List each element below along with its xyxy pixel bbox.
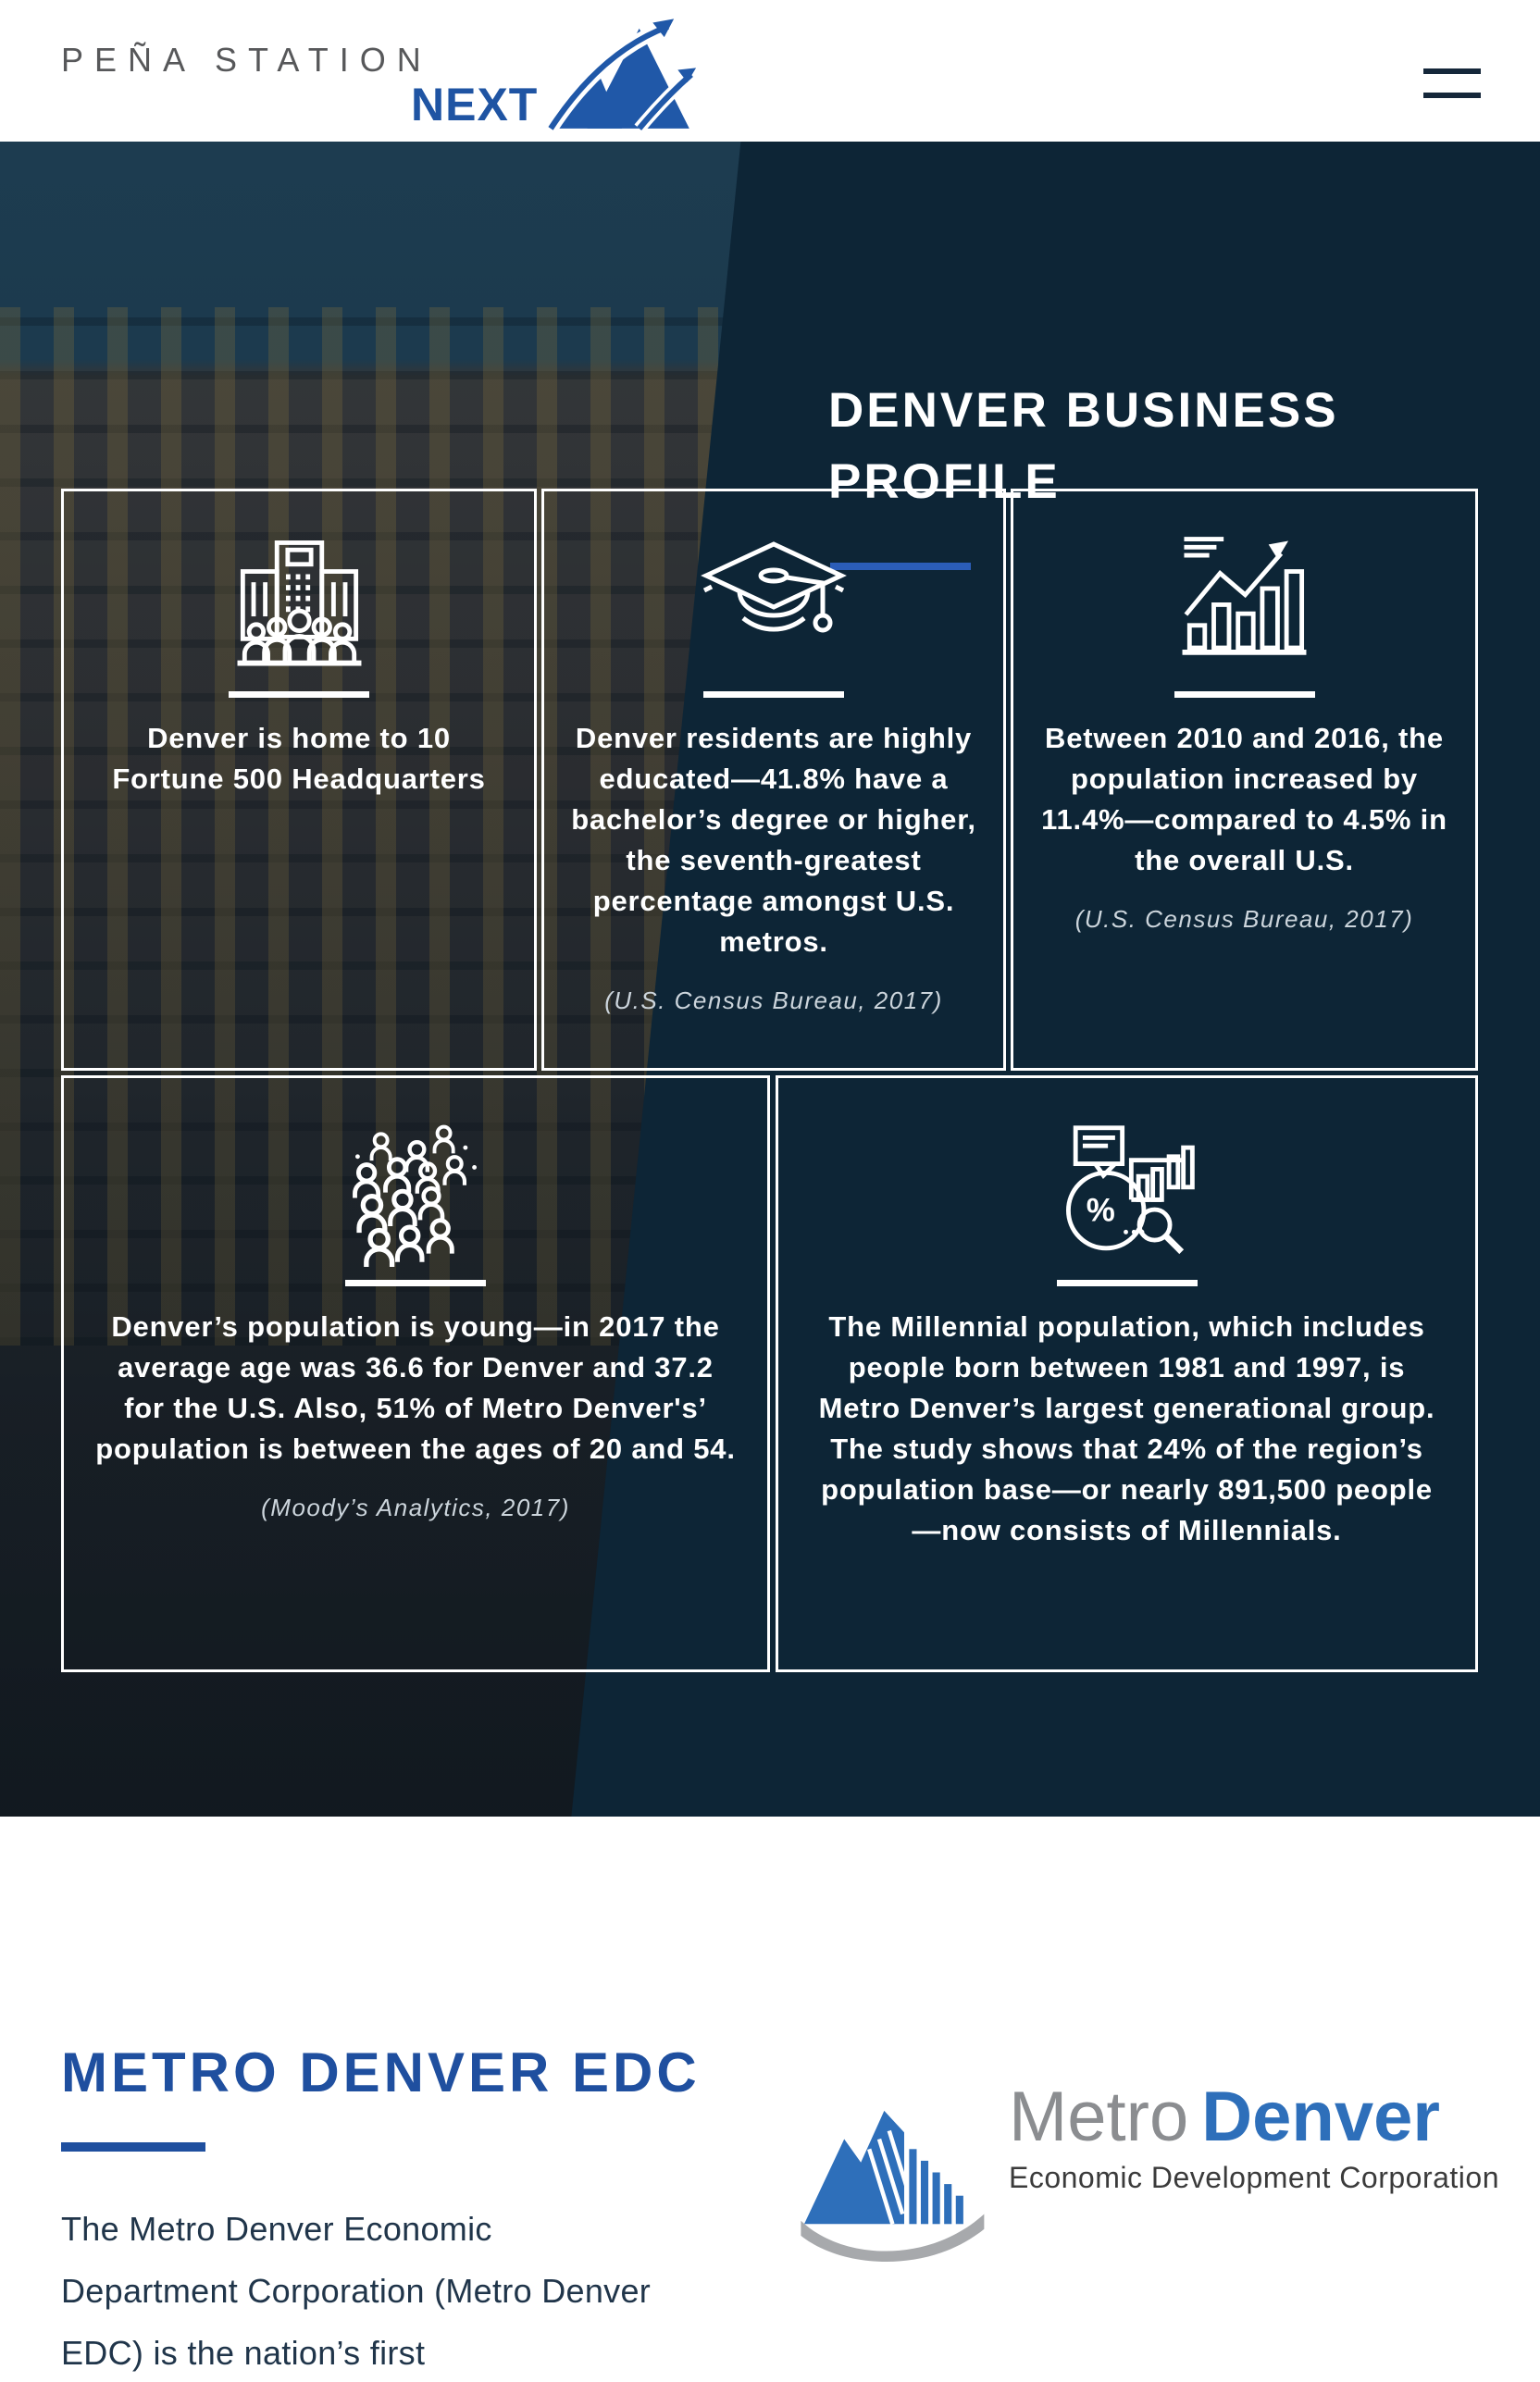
population-crowd-icon: [340, 1119, 492, 1274]
stat-source: (Moody’s Analytics, 2017): [261, 1494, 570, 1521]
section-heading: METRO DENVER EDC: [61, 2041, 701, 2103]
metro-denver-mountain-icon: [796, 2078, 996, 2292]
logo-tagline: Economic Development Corporation: [1008, 2161, 1499, 2194]
corporate-building-icon: [223, 519, 376, 686]
stat-card-population-growth: [1011, 489, 1478, 1071]
stat-text: Denver residents are highly educated—41.8% have a bachelor’s degree or higher, the seventh-greatest percentage amongst U.S. metros.: [571, 722, 976, 958]
card-divider: [1174, 691, 1315, 698]
metro-denver-edc-section: [0, 1817, 1540, 2382]
logo-word-denver: Denver: [1201, 2078, 1440, 2156]
stat-source: (U.S. Census Bureau, 2017): [604, 986, 943, 1014]
mountain-logo-icon: [544, 11, 700, 131]
growth-chart-icon: [1168, 519, 1321, 686]
pena-station-next-logo[interactable]: [61, 0, 653, 142]
stat-card-fortune500: [61, 489, 537, 1071]
stat-card-young-population: [61, 1075, 770, 1672]
card-divider: [345, 1280, 486, 1286]
stat-card-education: [541, 489, 1006, 1071]
heading-accent-underline: [61, 2142, 205, 2152]
stat-text: Denver is home to 10 Fortune 500 Headquarters: [112, 722, 486, 795]
stat-source: (U.S. Census Bureau, 2017): [1074, 905, 1414, 933]
metro-denver-edc-logo[interactable]: [796, 2078, 1499, 2292]
stat-text: Denver’s population is young—in 2017 the average age was 36.6 for Denver and 37.2 for the U.S. Also, 51% of Metro Denver's’ population is between the ages of 20 and 54.: [95, 1310, 736, 1465]
stat-card-millennials: [776, 1075, 1478, 1672]
stat-text: The Millennial population, which includes people born between 1981 and 1997, is Metro Denver’s largest generational group. The study shows that 24% of the region’s population base—or nearly 891,500 people—now consists of Millennials.: [818, 1310, 1435, 1546]
stat-text: Between 2010 and 2016, the population increased by 11.4%—compared to 4.5% in the overall U.S.: [1041, 722, 1447, 876]
section-paragraph: The Metro Denver Economic Department Corporation (Metro Denver EDC) is the nation’s first: [61, 2210, 652, 2372]
brand-name-next: NEXT: [411, 79, 539, 130]
graduation-cap-icon: [695, 519, 852, 686]
millennial-analytics-icon: [1050, 1119, 1203, 1274]
hero-section: [0, 142, 1540, 1817]
logo-word-metro: Metro: [1008, 2078, 1189, 2156]
site-header: [0, 0, 1540, 142]
card-divider: [1057, 1280, 1198, 1286]
page-title: DENVER BUSINESS PROFILE: [828, 383, 1339, 509]
metro-denver-logo-text: [1009, 2078, 1499, 2292]
menu-hamburger-icon[interactable]: [1423, 63, 1481, 100]
brand-name-top: PEÑA STATION: [61, 41, 432, 79]
svg-text:%: %: [1086, 1192, 1115, 1229]
card-divider: [229, 691, 369, 698]
card-divider: [703, 691, 844, 698]
